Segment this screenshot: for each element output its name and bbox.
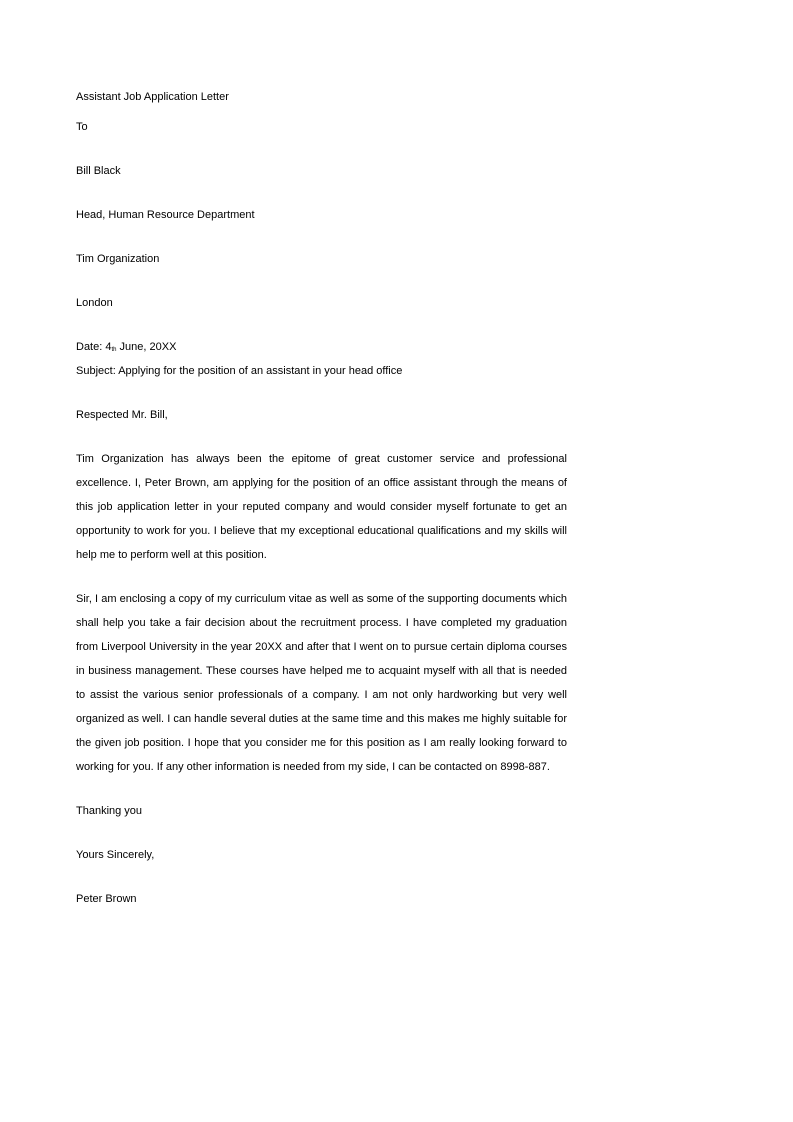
salutation: Respected Mr. Bill, — [76, 409, 168, 421]
closing-sincerely: Yours Sincerely, — [76, 849, 155, 861]
letter-date — [76, 340, 176, 356]
recipient-name: Bill Black — [76, 165, 121, 177]
recipient-organization: Tim Organization — [76, 253, 160, 265]
letter-subject: Subject: Applying for the position of an assistant in your head office — [76, 365, 403, 377]
body-paragraph-2: Sir, I am enclosing a copy of my curriculum vitae as well as some of the supporting documents which shall help you take a fair decision about the recruitment process. I have completed my graduation from Liverpool University in the year 20XX and after that I went on to pursue certain diploma courses in business management. These courses have helped me to acquaint myself with all that is needed to assist the various senior professionals of a company. I am not only hardworking but very well organized as well. I can handle several duties at the same time and this makes me highly suitable for the given job position. I hope that you consider me for this position as I am really looking forward to working for you. If any other information is needed from my side, I can be contacted on 8998-887. — [76, 593, 567, 773]
recipient-title: Head, Human Resource Department — [76, 209, 255, 221]
body-paragraph-1: Tim Organization has always been the epitome of great customer service and professional excellence. I, Peter Brown, am applying for the position of an office assistant through the means of this job application letter in your reputed company and would consider myself fortunate to get an opportunity to work for you. I believe that my exceptional educational qualifications and my skills will help me to perform well at this position. — [76, 453, 567, 561]
date-suffix: June, 20XX — [116, 341, 177, 353]
document-title: Assistant Job Application Letter — [76, 91, 229, 103]
date-prefix: Date: 4 — [76, 341, 112, 353]
signature-name: Peter Brown — [76, 893, 137, 905]
date-ordinal: th — [111, 347, 117, 353]
to-label: To — [76, 121, 88, 133]
recipient-city: London — [76, 297, 113, 309]
closing-thanks: Thanking you — [76, 805, 143, 817]
